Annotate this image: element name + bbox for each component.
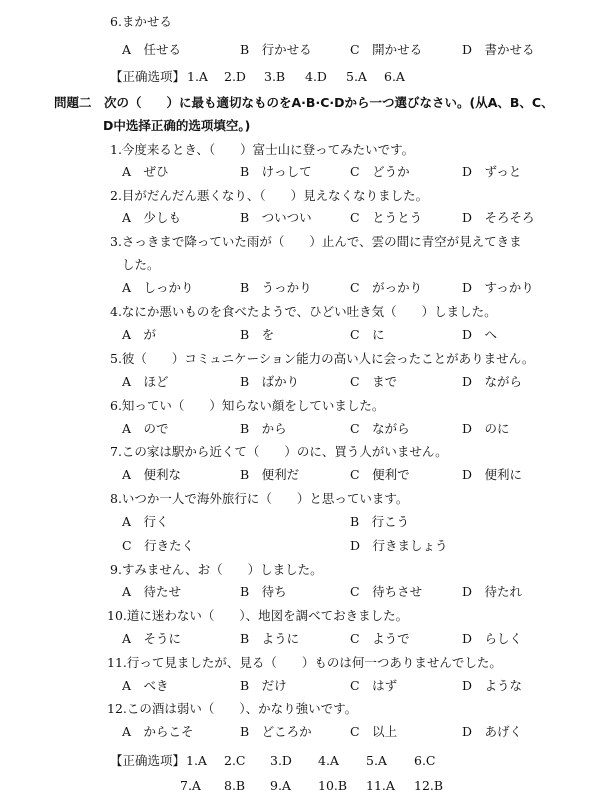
answer-item: 11.A <box>366 778 395 793</box>
answer-item: 8.B <box>224 778 246 793</box>
question-stem-text: 8.いつか一人で海外旅行に（ ）と思っています。 <box>110 491 409 506</box>
question-stem-text: 11.行って見ましたが、見る（ ）ものは何一つありませんでした。 <box>107 655 502 670</box>
option-a: A 便利な <box>122 467 182 482</box>
section-title-line1: 問題二 次の（ ）に最も適切なものをA·B·C·Dから一つ選びなさい。(从A、B、C、 <box>54 95 554 110</box>
question-stem-text: 1.今度来るとき、（ ）富士山に登ってみたいです。 <box>110 142 415 157</box>
answer-key-row <box>0 777 600 795</box>
option-row <box>0 630 600 648</box>
question-stem <box>0 303 600 321</box>
question-stem <box>0 654 600 672</box>
option-c: C とうとう <box>350 210 423 225</box>
option-b: B ように <box>240 631 300 646</box>
question-stem <box>0 141 600 159</box>
question-stem-text: 5.彼（ ）コミュニケーション能力の高い人に会ったことがありません。 <box>110 351 535 366</box>
option-row <box>0 163 600 181</box>
answer-item: 2.C <box>224 753 246 768</box>
question-stem-text: 6.まかせる <box>110 14 172 29</box>
option-d: D そろそろ <box>462 210 535 225</box>
option-a: A 行く <box>122 514 169 529</box>
option-a: A 任せる <box>122 42 182 57</box>
option-d: D すっかり <box>462 280 534 295</box>
option-a: A が <box>122 327 157 342</box>
option-d: D ながら <box>462 374 523 389</box>
question-stem <box>0 607 600 625</box>
option-row <box>0 41 600 59</box>
answer-item: 3.B <box>264 69 286 84</box>
option-row <box>0 513 600 531</box>
option-c: C はず <box>350 678 398 693</box>
answer-item: 6.C <box>414 753 436 768</box>
answer-item: 10.B <box>318 778 348 793</box>
question-stem <box>0 443 600 461</box>
section-heading <box>0 94 600 112</box>
option-row <box>0 537 600 555</box>
answer-item: 6.A <box>384 69 405 84</box>
option-b: B 行こう <box>350 514 410 529</box>
option-a: A しっかり <box>122 280 194 295</box>
answer-item: 3.D <box>270 753 292 768</box>
question-stem <box>0 561 600 579</box>
option-d: D ずっと <box>462 164 522 179</box>
question-stem-text: 7.この家は駅から近くて（ ）のに、買う人がいません。 <box>110 444 448 459</box>
option-a: A そうに <box>122 631 182 646</box>
answer-label: 【正确选项】 <box>110 753 186 768</box>
option-a: A ので <box>122 421 169 436</box>
answer-key-row <box>0 68 600 86</box>
option-b: B 行かせる <box>240 42 312 57</box>
option-c: C がっかり <box>350 280 423 295</box>
option-c: C 開かせる <box>350 42 423 57</box>
option-a: A ほど <box>122 374 169 389</box>
option-c: C まで <box>350 374 398 389</box>
question-stem-text: 3.さっきまで降っていた雨が（ ）止んで、雲の間に青空が見えてきま <box>110 234 522 249</box>
option-a: A べき <box>122 678 169 693</box>
option-b: B を <box>240 327 275 342</box>
option-b: B ついつい <box>240 210 312 225</box>
answer-item: 4.A <box>318 753 339 768</box>
option-d: D らしく <box>462 631 523 646</box>
option-d: D のに <box>462 421 510 436</box>
option-c: C 行きたく <box>122 538 195 553</box>
answer-key-row <box>0 752 600 770</box>
question-stem-text: 2.目がだんだん悪くなり、（ ）見えなくなりました。 <box>110 188 429 203</box>
answer-item: 2.D <box>224 69 246 84</box>
answer-item: 4.D <box>305 69 327 84</box>
question-stem <box>0 700 600 718</box>
section-title-line2: D中选择正确的选项填空。) <box>103 118 251 133</box>
option-c: C 以上 <box>350 724 398 739</box>
option-c: C に <box>350 327 385 342</box>
option-d: D 待たれ <box>462 584 523 599</box>
question-stem-text: 6.知ってい（ ）知らない顔をしていました。 <box>110 398 385 413</box>
section-heading <box>0 117 600 135</box>
option-row <box>0 326 600 344</box>
option-b: B ばかり <box>240 374 300 389</box>
option-c: C 便利で <box>350 467 410 482</box>
question-stem-text: 4.なにか悪いものを食べたようで、ひどい吐き気（ ）しました。 <box>110 304 497 319</box>
option-row <box>0 209 600 227</box>
option-row <box>0 723 600 741</box>
question-stem-text: 9.すみません、お（ ）しました。 <box>110 562 323 577</box>
option-d: D 行きましょう <box>350 538 448 553</box>
option-row <box>0 466 600 484</box>
option-b: B けっして <box>240 164 312 179</box>
question-stem <box>0 397 600 415</box>
option-a: A ぜひ <box>122 164 169 179</box>
question-stem <box>0 13 600 31</box>
option-b: B うっかり <box>240 280 312 295</box>
question-stem-text: 10.道に迷わない（ ）、地図を調べておきました。 <box>107 608 409 623</box>
answer-label: 【正确选项】 <box>110 69 186 84</box>
question-stem <box>0 350 600 368</box>
option-d: D ような <box>462 678 523 693</box>
question-stem <box>0 187 600 205</box>
option-row <box>0 373 600 391</box>
option-c: C 待ちさせ <box>350 584 423 599</box>
option-b: B だけ <box>240 678 287 693</box>
question-stem-text: 12.この酒は弱い（ ）、かなり強いです。 <box>107 701 358 716</box>
option-b: B 便利だ <box>240 467 300 482</box>
option-d: D あげく <box>462 724 523 739</box>
option-b: B から <box>240 421 287 436</box>
answer-item: 9.A <box>270 778 291 793</box>
option-c: C ながら <box>350 421 410 436</box>
option-c: C ようで <box>350 631 410 646</box>
answer-item: 7.A <box>180 778 201 793</box>
question-stem-text: した。 <box>122 257 160 272</box>
option-row <box>0 583 600 601</box>
option-d: D 書かせる <box>462 42 535 57</box>
option-row <box>0 420 600 438</box>
option-row <box>0 279 600 297</box>
option-row <box>0 677 600 695</box>
option-b: B どころか <box>240 724 312 739</box>
answer-item: 5.A <box>366 753 387 768</box>
answer-item: 12.B <box>414 778 444 793</box>
answer-item: 1.A <box>186 753 207 768</box>
option-a: A 待たせ <box>122 584 182 599</box>
option-a: A からこそ <box>122 724 194 739</box>
option-c: C どうか <box>350 164 410 179</box>
question-stem <box>0 490 600 508</box>
question-stem-cont <box>0 256 600 274</box>
question-stem <box>0 233 600 251</box>
answer-item: 5.A <box>346 69 367 84</box>
option-a: A 少しも <box>122 210 182 225</box>
answer-item: 1.A <box>187 69 208 84</box>
option-b: B 待ち <box>240 584 287 599</box>
option-d: D 便利に <box>462 467 523 482</box>
option-d: D へ <box>462 327 498 342</box>
